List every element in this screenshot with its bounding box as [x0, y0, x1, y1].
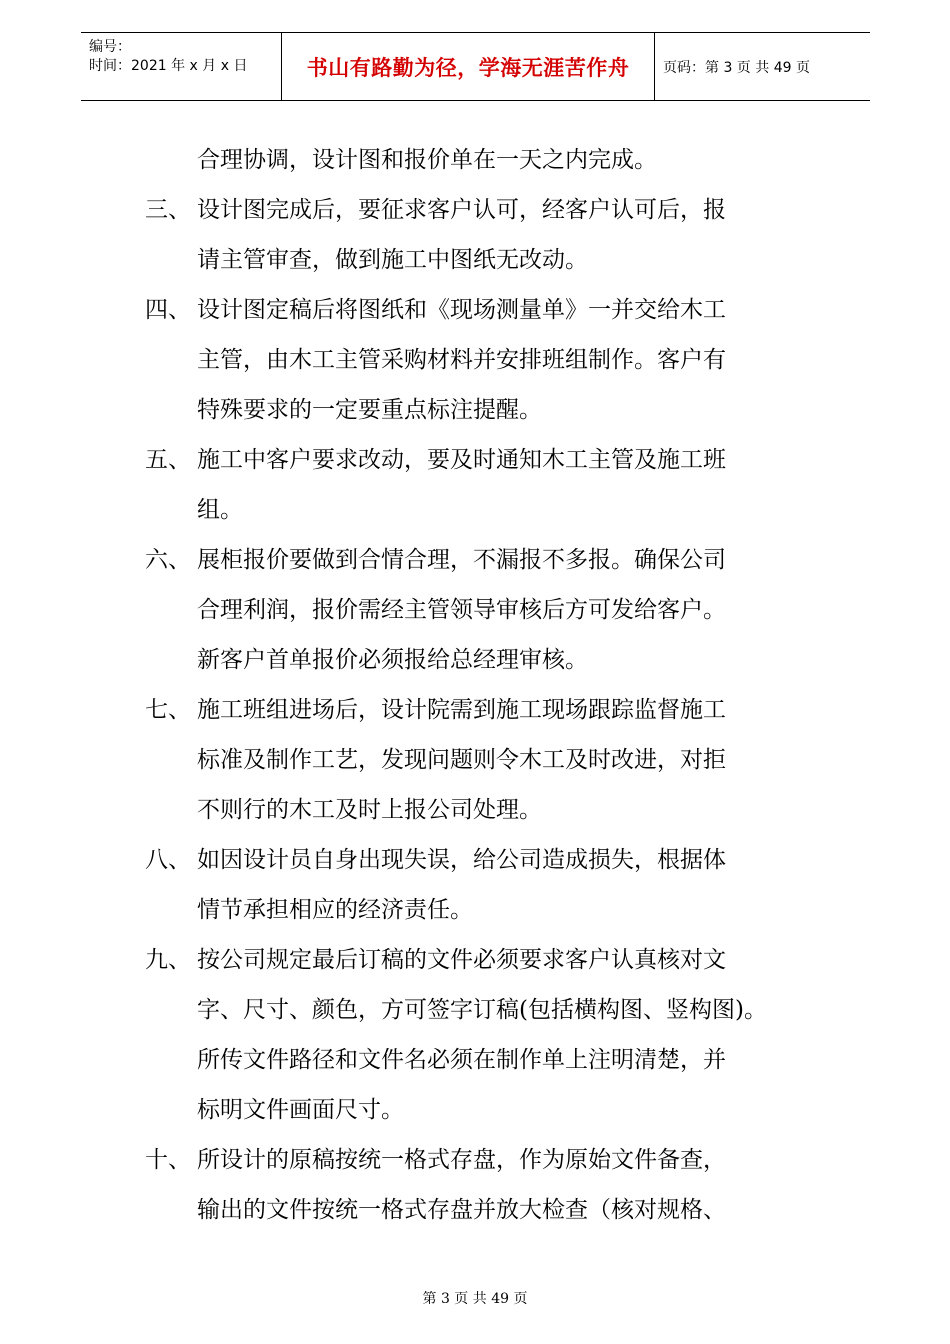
header-motto: 书山有路勤为径，学海无涯苦作舟 [306, 55, 630, 80]
page-header [81, 32, 870, 101]
paragraph [145, 935, 825, 1135]
paragraph-line: 标准及制作工艺，发现问题则令木工及时改进，对拒 [197, 747, 726, 773]
paragraph-line: 所传文件路径和文件名必须在制作单上注明清楚，并 [197, 1047, 726, 1073]
paragraph-line: 主管，由木工主管采购材料并安排班组制作。客户有 [197, 347, 726, 373]
code-label: 编号： [89, 39, 131, 55]
paragraph [145, 135, 825, 185]
date-label: 时间：2021 年 x 月 x 日 [89, 58, 248, 74]
paragraph-line: 合理协调，设计图和报价单在一天之内完成。 [197, 147, 657, 173]
page-footer: 第 3 页 共 49 页 [422, 1291, 528, 1307]
paragraph-line: 施工中客户要求改动，要及时通知木工主管及施工班 [197, 447, 726, 473]
item-number: 三、 [145, 197, 191, 223]
paragraph-line: 设计图完成后，要征求客户认可，经客户认可后，报 [197, 197, 726, 223]
paragraph-line: 不则行的木工及时上报公司处理。 [197, 797, 542, 823]
header-meta [89, 38, 247, 76]
paragraph [145, 685, 825, 835]
item-number: 十、 [145, 1147, 191, 1173]
paragraph-line: 所设计的原稿按统一格式存盘，作为原始文件备查， [197, 1147, 726, 1173]
item-number: 八、 [145, 847, 191, 873]
paragraph [145, 535, 825, 685]
item-number: 四、 [145, 297, 191, 323]
paragraph [145, 285, 825, 435]
paragraph [145, 435, 825, 535]
item-number: 九、 [145, 947, 191, 973]
paragraph-line: 施工班组进场后，设计院需到施工现场跟踪监督施工 [197, 697, 726, 723]
paragraph-line: 新客户首单报价必须报给总经理审核。 [197, 647, 588, 673]
paragraph-line: 特殊要求的一定要重点标注提醒。 [197, 397, 542, 423]
paragraph-line: 展柜报价要做到合情合理，不漏报不多报。确保公司 [197, 547, 726, 573]
paragraph-line: 请主管审查，做到施工中图纸无改动。 [197, 247, 588, 273]
header-divider [654, 33, 655, 100]
item-number: 七、 [145, 697, 191, 723]
paragraph [145, 1135, 825, 1235]
header-page-info: 页码：第 3 页 共 49 页 [663, 59, 810, 76]
paragraph-line: 输出的文件按统一格式存盘并放大检查（核对规格、 [197, 1197, 726, 1223]
paragraph-line: 设计图定稿后将图纸和《现场测量单》一并交给木工 [197, 297, 726, 323]
paragraph [145, 185, 825, 285]
paragraph-line: 按公司规定最后订稿的文件必须要求客户认真核对文 [197, 947, 726, 973]
paragraph [145, 835, 825, 935]
paragraph-line: 合理利润，报价需经主管领导审核后方可发给客户。 [197, 597, 726, 623]
paragraph-line: 标明文件画面尺寸。 [197, 1097, 404, 1123]
document-body [145, 135, 825, 1235]
item-number: 五、 [145, 447, 191, 473]
item-number: 六、 [145, 547, 191, 573]
paragraph-line: 组。 [197, 497, 243, 523]
paragraph-line: 字、尺寸、颜色，方可签字订稿(包括横构图、竖构图)。 [197, 997, 767, 1023]
paragraph-line: 情节承担相应的经济责任。 [197, 897, 473, 923]
paragraph-line: 如因设计员自身出现失误，给公司造成损失，根据体 [197, 847, 726, 873]
